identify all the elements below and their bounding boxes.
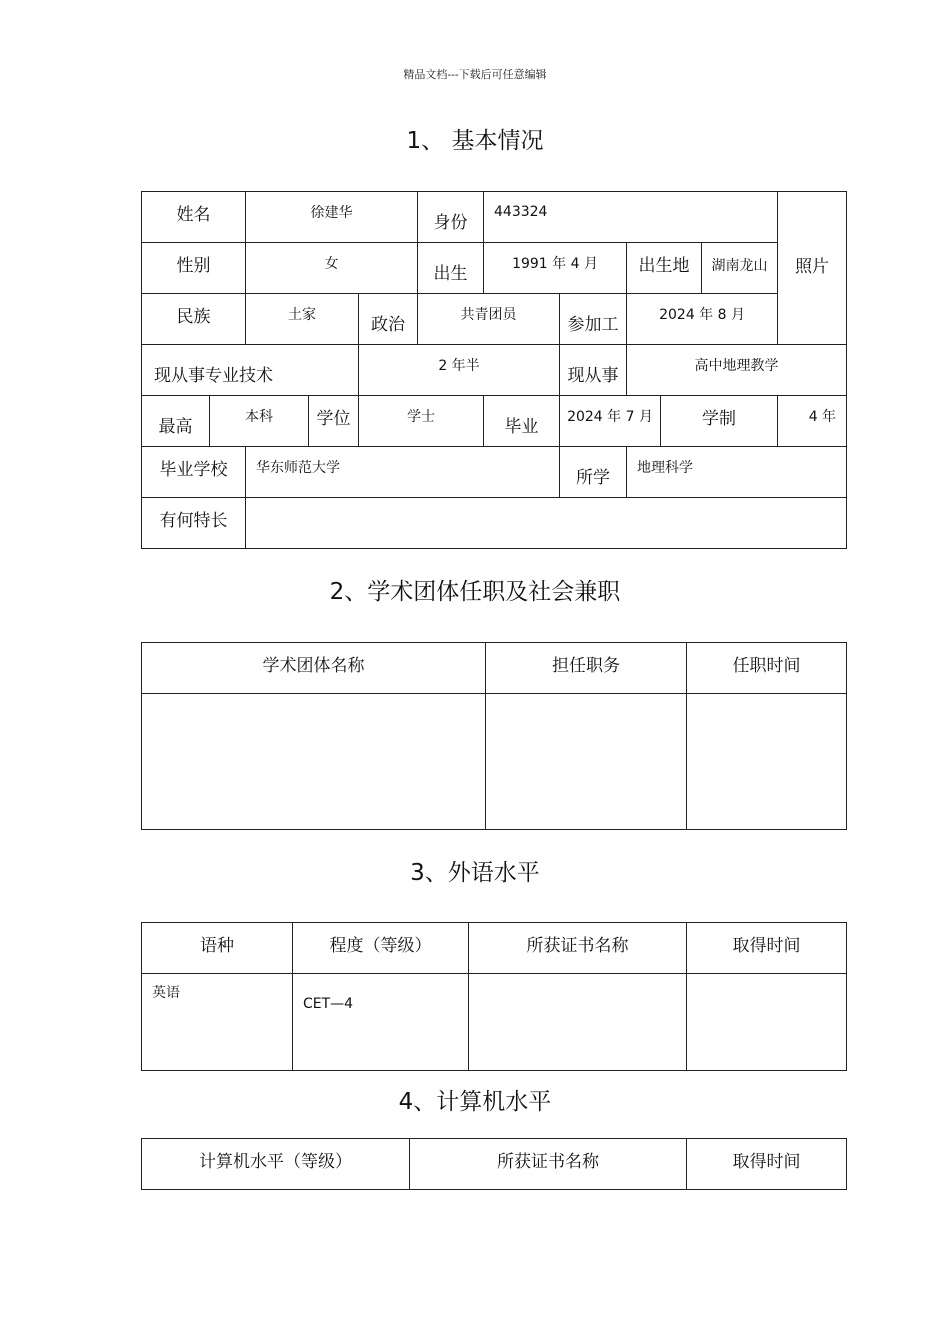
language-cell-lang: 英语 (142, 974, 293, 1071)
ethnicity-label: 民族 (142, 294, 246, 345)
academic-cell-name (142, 694, 486, 830)
computer-col-time: 取得时间 (687, 1139, 847, 1190)
section-title-computer: 4、计算机水平 (398, 1089, 552, 1115)
section-title-academic: 2、学术团体任职及社会兼职 (329, 579, 621, 605)
school-value: 华东师范大学 (246, 447, 560, 498)
language-col-time: 取得时间 (687, 923, 847, 974)
academic-col-position: 担任职务 (486, 643, 687, 694)
birth-value: 1991 年 4 月 (484, 243, 627, 294)
edu-value: 本科 (210, 396, 309, 447)
language-cell-level: CET—4 (293, 974, 469, 1071)
work-label: 参加工 (560, 294, 627, 345)
birth-label: 出生 (418, 243, 484, 294)
duration-label: 学制 (661, 396, 778, 447)
language-col-lang: 语种 (142, 923, 293, 974)
tech-label: 现从事专业技术 (142, 345, 359, 396)
academic-table (141, 642, 847, 830)
current-label: 现从事 (560, 345, 627, 396)
grad-value: 2024 年 7 月 (560, 396, 661, 447)
skills-label: 有何特长 (142, 498, 246, 549)
basic-info-table (141, 191, 847, 549)
language-table (141, 922, 847, 1071)
page-header: 精品文档---下载后可任意编辑 (403, 68, 547, 81)
work-value: 2024 年 8 月 (627, 294, 778, 345)
section-title-basic: 1、 基本情况 (406, 128, 544, 154)
language-col-cert: 所获证书名称 (469, 923, 687, 974)
academic-cell-position (486, 694, 687, 830)
language-cell-cert (469, 974, 687, 1071)
degree-label: 学位 (309, 396, 359, 447)
photo-placeholder: 照片 (778, 192, 847, 345)
birthplace-value: 湖南龙山 (702, 243, 778, 294)
name-label: 姓名 (142, 192, 246, 243)
computer-col-cert: 所获证书名称 (410, 1139, 687, 1190)
skills-value (246, 498, 847, 549)
political-value: 共青团员 (418, 294, 560, 345)
ethnicity-value: 土家 (246, 294, 359, 345)
academic-cell-time (687, 694, 847, 830)
school-label: 毕业学校 (142, 447, 246, 498)
language-col-level: 程度（等级） (293, 923, 469, 974)
birthplace-label: 出生地 (627, 243, 702, 294)
academic-col-time: 任职时间 (687, 643, 847, 694)
major-label: 所学 (560, 447, 627, 498)
academic-col-name: 学术团体名称 (142, 643, 486, 694)
grad-label: 毕业 (484, 396, 560, 447)
current-value: 高中地理教学 (627, 345, 847, 396)
language-cell-time (687, 974, 847, 1071)
id-label: 身份 (418, 192, 484, 243)
duration-value: 4 年 (778, 396, 847, 447)
id-value: 443324 (484, 192, 778, 243)
political-label: 政治 (359, 294, 418, 345)
tech-value: 2 年半 (359, 345, 560, 396)
computer-col-level: 计算机水平（等级） (142, 1139, 410, 1190)
computer-table (141, 1138, 847, 1190)
gender-value: 女 (246, 243, 418, 294)
section-title-language: 3、外语水平 (410, 860, 540, 886)
degree-value: 学士 (359, 396, 484, 447)
name-value: 徐建华 (246, 192, 418, 243)
major-value: 地理科学 (627, 447, 847, 498)
gender-label: 性别 (142, 243, 246, 294)
edu-label: 最高 (142, 396, 210, 447)
